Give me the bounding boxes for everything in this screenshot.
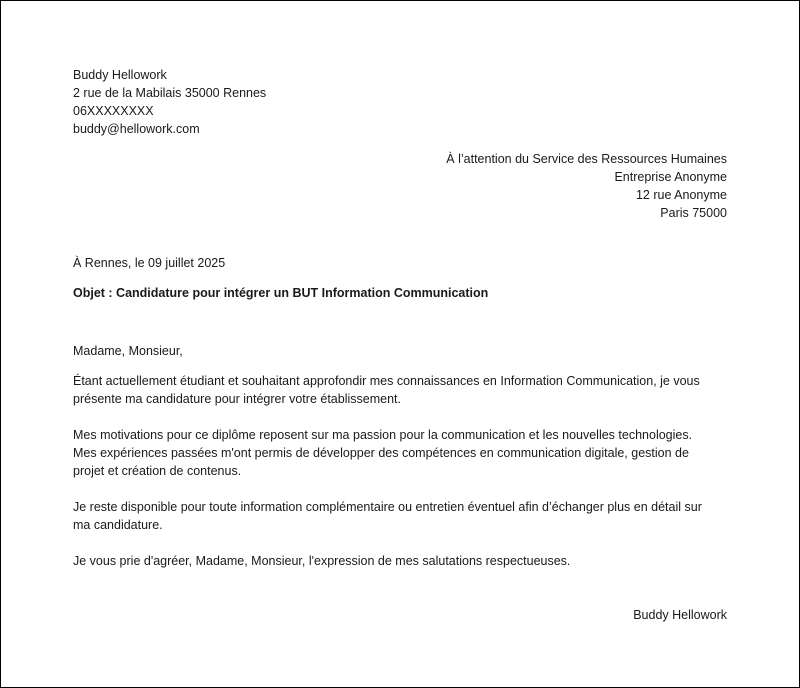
paragraph-intro bbox=[73, 372, 733, 408]
paragraph-line: présente ma candidature pour intégrer votre établissement. bbox=[73, 392, 401, 406]
paragraph-line: Mes expériences passées m'ont permis de développer des compétences en communication digitale, gestion de bbox=[73, 446, 689, 460]
paragraph-line: Je reste disponible pour toute information complémentaire ou entretien éventuel afin d’échanger plus en détail sur bbox=[73, 500, 702, 514]
sender-block bbox=[73, 66, 266, 138]
sender-phone: 06XXXXXXXX bbox=[73, 104, 154, 118]
date-line: À Rennes, le 09 juillet 2025 bbox=[73, 256, 226, 270]
paragraph-availability bbox=[73, 498, 733, 534]
paragraph-line: ma candidature. bbox=[73, 518, 163, 532]
subject-line: Objet : Candidature pour intégrer un BUT Information Communication bbox=[73, 286, 489, 300]
paragraph-line: Je vous prie d'agréer, Madame, Monsieur, l'expression de mes salutations respectueuses. bbox=[73, 554, 571, 568]
recipient-block bbox=[446, 150, 727, 222]
recipient-city: Paris 75000 bbox=[660, 206, 727, 220]
sender-email: buddy@hellowork.com bbox=[73, 122, 200, 136]
sender-address: 2 rue de la Mabilais 35000 Rennes bbox=[73, 86, 267, 100]
paragraph-closing bbox=[73, 552, 733, 570]
salutation: Madame, Monsieur, bbox=[73, 344, 183, 358]
recipient-company: Entreprise Anonyme bbox=[614, 170, 727, 184]
recipient-attention: À l’attention du Service des Ressources Humaines bbox=[446, 152, 727, 166]
paragraph-line: projet et création de contenus. bbox=[73, 464, 242, 478]
signature: Buddy Hellowork bbox=[633, 608, 727, 622]
paragraph-line: Étant actuellement étudiant et souhaitant approfondir mes connaissances en Information Communication, je vous bbox=[73, 374, 700, 388]
sender-name: Buddy Hellowork bbox=[73, 68, 167, 82]
paragraph-motivation bbox=[73, 426, 733, 480]
paragraph-line: Mes motivations pour ce diplôme reposent sur ma passion pour la communication et les nouvelles technologies. bbox=[73, 428, 693, 442]
recipient-street: 12 rue Anonyme bbox=[635, 188, 727, 202]
